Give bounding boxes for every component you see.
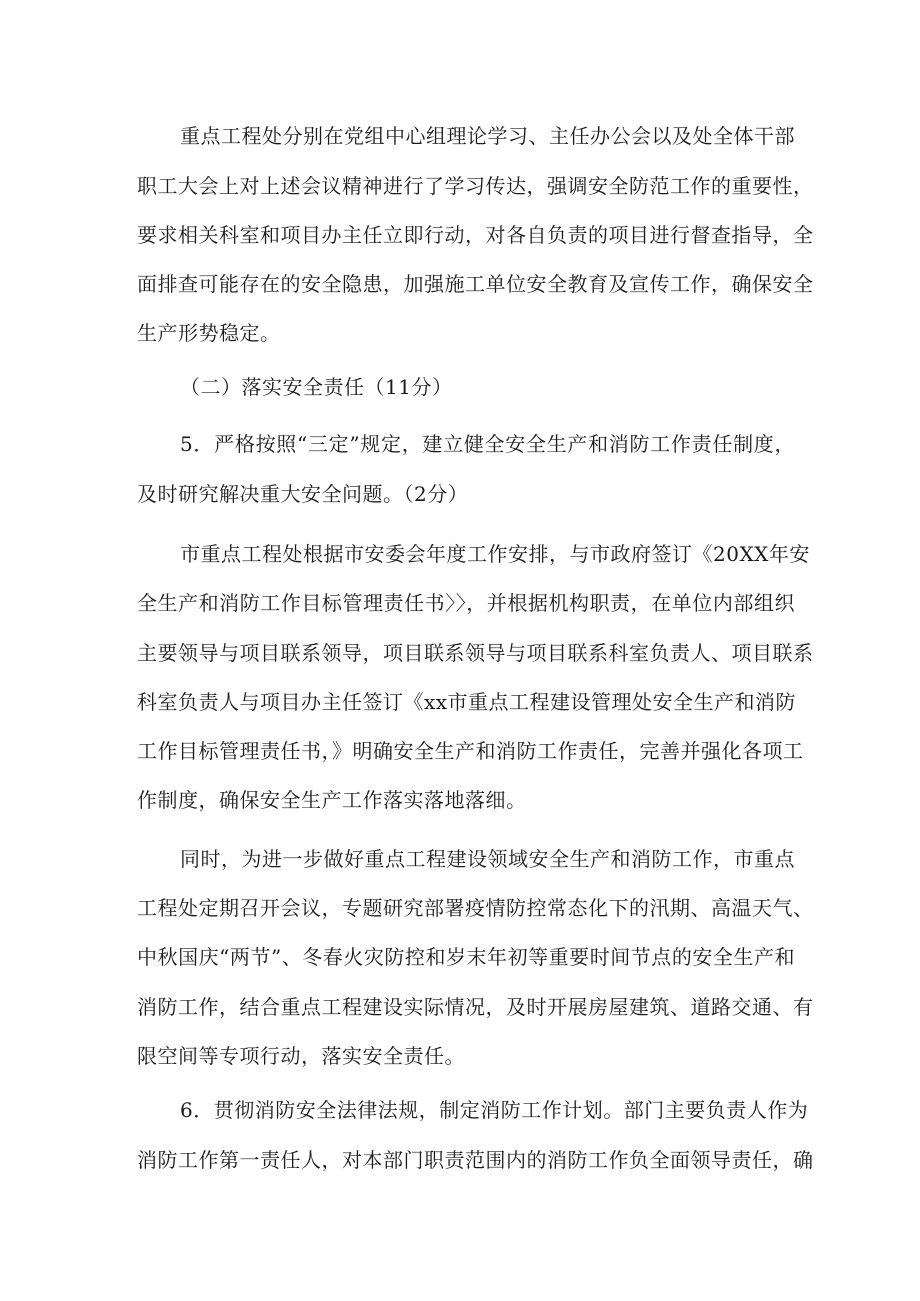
paragraph-1-line-2: 职工大会上对上述会议精神进行了学习传达，强调安全防范工作的重要性，: [137, 174, 814, 198]
paragraph-3-line-6: 作制度，确保安全生产工作落实落地落细。: [137, 788, 527, 812]
paragraph-3-line-2: 全生产和消防工作目标管理责任书〉〉，并根据机构职责，在单位内部组织: [137, 591, 795, 615]
paragraph-3-line-5: 工作目标管理责任书，》明确安全生产和消防工作责任，完善并强化各项工: [137, 739, 804, 763]
section-heading: （二）落实安全责任（11分）: [180, 375, 453, 399]
paragraph-4-line-1: 同时，为进一步做好重点工程建设领域安全生产和消防工作，市重点: [180, 847, 795, 871]
paragraph-4-line-2: 工程处定期召开会议，专题研究部署疫情防控常态化下的汛期、高温天气、: [137, 896, 814, 920]
paragraph-4-line-4: 消防工作，结合重点工程建设实际情况，及时开展房屋建筑、道路交通、有: [137, 995, 814, 1019]
paragraph-1-line-4: 面排查可能存在的安全隐患，加强施工单位安全教育及宣传工作，确保安全: [137, 272, 814, 296]
item-6-line-2: 消防工作第一责任人，对本部门职责范围内的消防工作负全面领导责任，确: [137, 1148, 814, 1172]
item-5-line-1: 5．严格按照“三定”规定，建立健全安全生产和消防工作责任制度，: [180, 432, 795, 456]
paragraph-1-line-1: 重点工程处分别在党组中心组理论学习、主任办公会以及处全体干部: [180, 124, 795, 148]
paragraph-1-line-5: 生产形势稳定。: [137, 321, 281, 345]
paragraph-3-line-1: 市重点工程处根据市安委会年度工作安排，与市政府签订《20XX年安: [180, 542, 810, 566]
item-6-line-1: 6．贯彻消防安全法律法规，制定消防工作计划。部门主要负责人作为: [180, 1098, 809, 1122]
paragraph-1-line-3: 要求相关科室和项目办主任立即行动，对各自负责的项目进行督查指导，全: [137, 223, 814, 247]
paragraph-4-line-5: 限空间等专项行动，落实安全责任。: [137, 1044, 465, 1068]
paragraph-3-line-3: 主要领导与项目联系领导，项目联系领导与项目联系科室负责人、项目联系: [137, 641, 814, 665]
item-5-line-2: 及时研究解决重大安全问题。（2分）: [137, 482, 469, 506]
paragraph-3-line-4: 科室负责人与项目办主任签订《xx市重点工程建设管理处安全生产和消防: [137, 690, 797, 714]
paragraph-4-line-3: 中秋国庆“两节”、冬春火灾防控和岁末年初等重要时间节点的安全生产和: [137, 945, 795, 969]
